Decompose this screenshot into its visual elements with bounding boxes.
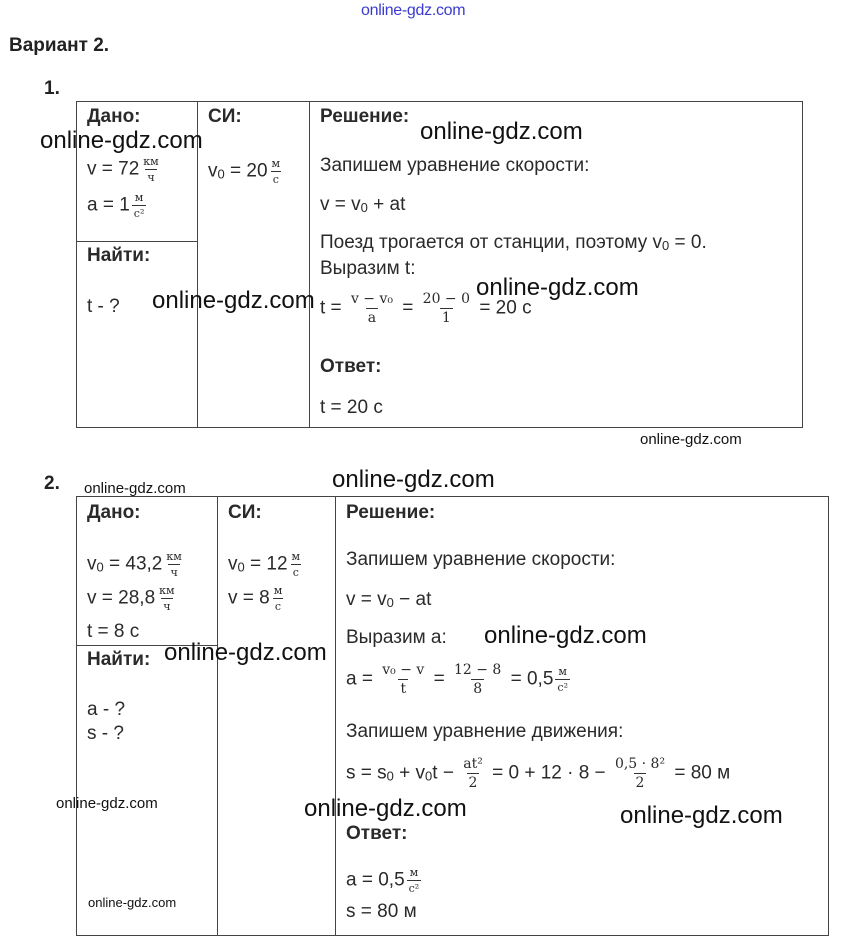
task2-answer-s: s = 80 м (346, 901, 417, 922)
task2-solution-header: Решение: (346, 502, 436, 523)
watermark: online-gdz.com (152, 287, 315, 314)
task1-solution-header: Решение: (320, 106, 410, 127)
watermark: online-gdz.com (484, 622, 647, 649)
watermark: online-gdz.com (84, 480, 186, 497)
task2-si-v: v = 8 $\frac{м}{с}$ (228, 584, 283, 613)
watermark: online-gdz.com (56, 795, 158, 812)
task1-find-t: t - ? (87, 296, 120, 317)
watermark: online-gdz.com (40, 127, 203, 154)
task2-sol-s-formula: $s = s_0 + v_0t$ − $\frac{\text{at²}}{2}$ = 0 + 12 · 8 − $\frac{\text{0,5 · 8²}}{2}$ = 80 м (346, 756, 731, 791)
task2-given-t: t = 8 с (87, 621, 140, 642)
watermark: online-gdz.com (304, 795, 467, 822)
task2-answer-a: a = 0,5 $\frac{м}{\text{c²}}$ (346, 866, 420, 895)
task1-si-header: СИ: (208, 106, 242, 127)
task1-sol-line1: Запишем уравнение скорости: (320, 155, 590, 176)
task2-find-a: a - ? (87, 699, 126, 720)
task2-given-header: Дано: (87, 502, 141, 523)
task1-given-header: Дано: (87, 106, 141, 127)
task1-sol-formula: t = $\frac{\text{v − v₀}}{a}$ = $\frac{20 - 0}{1}$ = 20 с (320, 291, 532, 326)
task2-number: 2. (44, 473, 60, 494)
task1-given-a: a = 1 $\frac{м}{\text{c²}}$ (87, 191, 145, 220)
task1-answer: t = 20 с (320, 397, 383, 418)
task1-answer-header: Ответ: (320, 356, 382, 377)
site-link[interactable]: online-gdz.com (361, 2, 466, 19)
watermark: online-gdz.com (476, 274, 639, 301)
task2-find-s: s - ? (87, 723, 124, 744)
task2-sol-line3: Выразим a: (346, 627, 447, 648)
task1-sol-eq: $v = v_0$ + at (320, 194, 406, 215)
task1-si-v0: $v_0 = 20$ $\frac{м}{с}$ (208, 157, 281, 186)
task2-given-v: v = 28,8 $\frac{км}{ч}$ (87, 584, 175, 613)
task2-sol-eq: $v = v_0$ − at (346, 589, 432, 610)
task1-find-header: Найти: (87, 245, 151, 266)
variant-heading: Вариант 2. (9, 35, 110, 56)
task2-given-v0: $v_0 = 43,2$ $\frac{км}{ч}$ (87, 550, 182, 579)
task2-si-header: СИ: (228, 502, 262, 523)
task2-sol-line1: Запишем уравнение скорости: (346, 549, 616, 570)
watermark: online-gdz.com (164, 639, 327, 666)
task1-sol-line4: Выразим t: (320, 258, 416, 279)
watermark: online-gdz.com (620, 802, 783, 829)
task2-si-v0: $v_0 = 12$ $\frac{м}{с}$ (228, 550, 301, 579)
task2-answer-header: Ответ: (346, 823, 408, 844)
task2-sol-a-formula: a = $\frac{\text{v₀ − v}}{t}$ = $\frac{12 - 8}{8}$ = 0,5 $\frac{м}{\text{c²}}$ (346, 662, 568, 697)
task2-find-header: Найти: (87, 649, 151, 670)
task1-number: 1. (44, 78, 60, 99)
watermark: online-gdz.com (88, 895, 177, 910)
watermark: online-gdz.com (640, 431, 742, 448)
task2-table (76, 496, 829, 936)
task1-given-v: v = 72 $\frac{км}{ч}$ (87, 155, 159, 184)
watermark: online-gdz.com (420, 118, 583, 145)
task1-sol-line3: Поезд трогается от станции, поэтому $v_0 = 0$. (320, 232, 707, 253)
task2-sol-line5: Запишем уравнение движения: (346, 721, 624, 742)
watermark: online-gdz.com (332, 466, 495, 493)
